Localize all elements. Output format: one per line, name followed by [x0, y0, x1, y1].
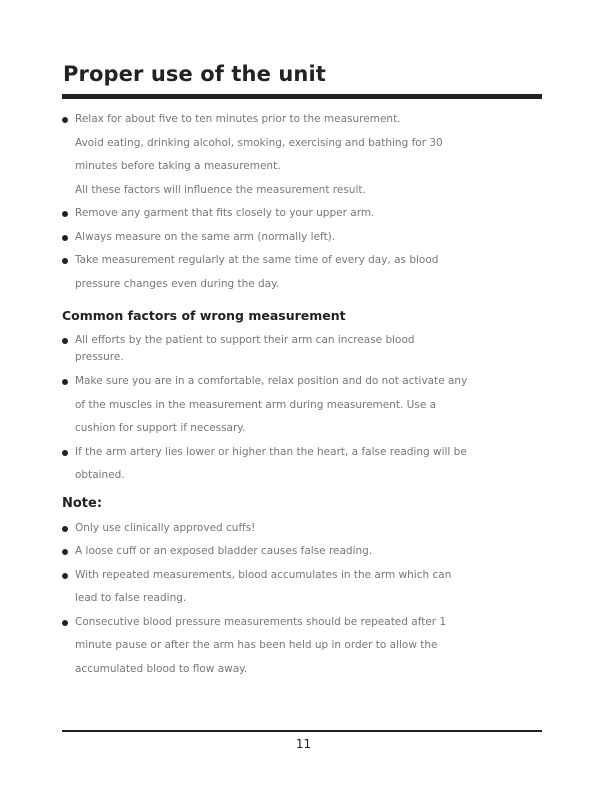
bullet-icon: [62, 573, 68, 579]
bullet-icon: [62, 549, 68, 555]
bullet-icon: [62, 258, 68, 264]
list-item-continuation: Avoid eating, drinking alcohol, smoking, exercising and bathing for 30: [75, 136, 443, 149]
bullet-icon: [62, 450, 68, 456]
section-wrong-measurement: [62, 306, 546, 488]
page-content: [62, 108, 546, 681]
list-item: Consecutive blood pressure measurements should be repeated after 1: [62, 611, 546, 635]
page-number: 11: [295, 737, 312, 751]
list-item: Always measure on the same arm (normally left).: [62, 226, 546, 250]
list-item-continuation: All these factors will influence the measurement result.: [75, 183, 366, 196]
list-item: Remove any garment that fits closely to your upper arm.: [62, 202, 546, 226]
list-item: Take measurement regularly at the same time of every day, as blood: [62, 249, 546, 273]
section-proper-use: [62, 108, 546, 296]
section-heading: Note:: [62, 495, 103, 511]
bullet-icon: [62, 379, 68, 385]
section-heading: Common factors of wrong measurement: [62, 308, 346, 323]
list-item-continuation: minutes before taking a measurement.: [75, 160, 281, 172]
list-item: All efforts by the patient to support their arm can increase blood: [62, 332, 546, 349]
list-item-continuation: cushion for support if necessary.: [75, 422, 246, 434]
list-item-continuation: pressure changes even during the day.: [75, 277, 280, 290]
bullet-icon: [62, 338, 68, 344]
list-item: Make sure you are in a comfortable, relax position and do not activate any: [62, 370, 546, 394]
bullet-icon: [62, 117, 68, 123]
section-note: [62, 494, 546, 682]
list-item-continuation: of the muscles in the measurement arm during measurement. Use a: [75, 398, 437, 411]
list-item-continuation: lead to false reading.: [75, 592, 187, 604]
bullet-icon: [62, 526, 68, 532]
footer-rule: [62, 730, 542, 732]
bullet-icon: [62, 211, 68, 217]
list-item-continuation: accumulated blood to flow away.: [75, 662, 248, 675]
title-rule: [62, 94, 542, 99]
bullet-icon: [62, 235, 68, 241]
list-item-continuation: obtained.: [75, 469, 125, 481]
page-title: Proper use of the unit: [63, 62, 326, 86]
list-item: If the arm artery lies lower or higher than the heart, a false reading will be: [62, 441, 546, 465]
bullet-icon: [62, 620, 68, 626]
list-item: Only use clinically approved cuffs!: [62, 517, 546, 541]
list-item-continuation: minute pause or after the arm has been held up in order to allow the: [75, 639, 438, 651]
list-item: Relax for about five to ten minutes prior to the measurement.: [62, 108, 546, 132]
list-item-continuation: pressure.: [75, 351, 124, 363]
list-item: A loose cuff or an exposed bladder causes false reading.: [62, 540, 546, 564]
list-item: With repeated measurements, blood accumulates in the arm which can: [62, 564, 546, 588]
